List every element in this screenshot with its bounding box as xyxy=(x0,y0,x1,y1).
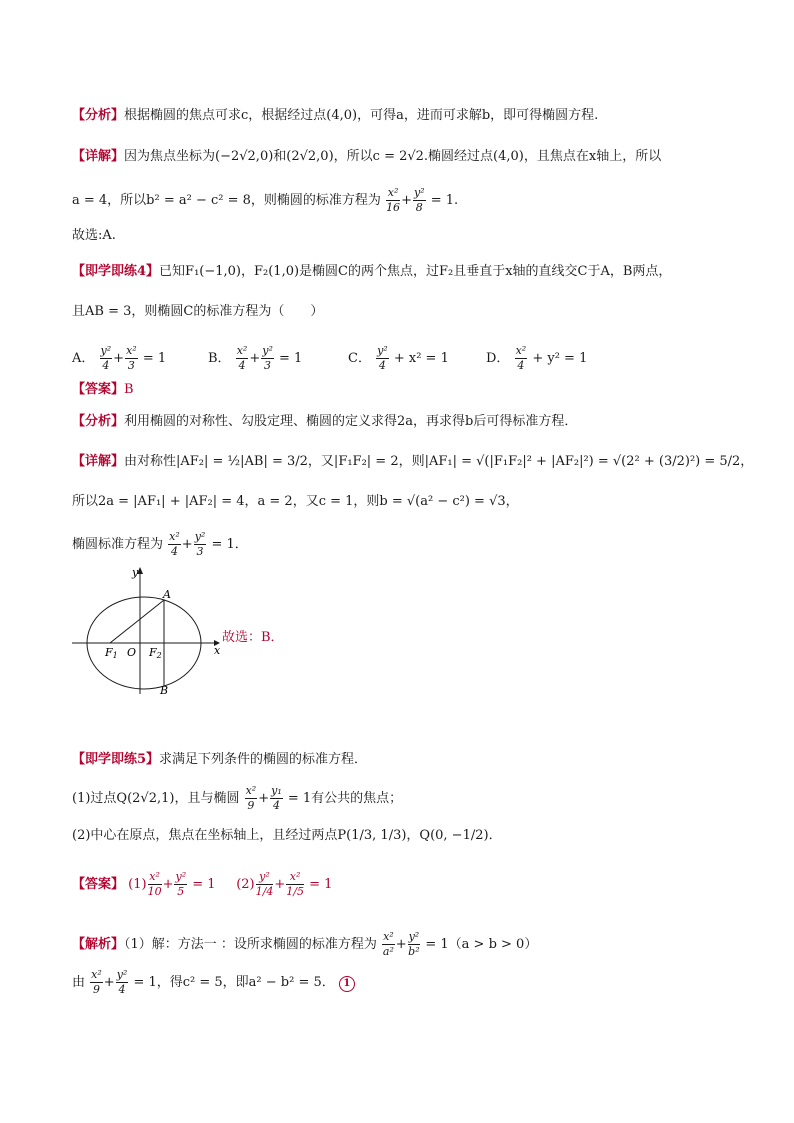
fraction xyxy=(386,186,400,215)
practice-text: 已知F₁(−1,0)，F₂(1,0)是椭圆C的两个焦点，过F₂且垂直于x轴的直线交C于A，B两点， xyxy=(159,264,672,279)
frac-num: x² xyxy=(126,344,137,357)
frac-num: y² xyxy=(116,968,128,981)
ellipse-figure xyxy=(68,564,228,699)
frac-den: 4 xyxy=(272,799,280,812)
detail-text: 椭圆标准方程为 xyxy=(72,537,164,552)
analysis-5-line-2: 由 $\frac{\text{x²}}{9}$ + $\frac{\text{y²}}{4}$ = 1，得c² = 5，即a² − b² = 5． 1 xyxy=(72,968,355,997)
part-tail: = 1 xyxy=(309,877,333,892)
frac-den: 4 xyxy=(118,983,126,996)
fraction xyxy=(376,344,389,373)
frac-den: 3 xyxy=(196,545,204,558)
practice-5-item-1: (1)过点Q(2√2,1)，且与椭圆 $\frac{\text{x²}}{9}$ + $\frac{\text{y₁}}{4}$ = 1有公共的焦点； xyxy=(72,784,403,812)
analysis-text: （1）解：方法一 ：设所求椭圆的标准方程为 xyxy=(124,937,377,952)
practice-5-item-2: (2)中心在原点，焦点在坐标轴上，且经过两点P(1/3, 1/3)，Q(0, −1/2)． xyxy=(72,828,502,843)
fraction xyxy=(236,344,249,373)
option-label: A． xyxy=(72,351,95,366)
frac-den: 1/4 xyxy=(255,885,274,898)
analysis-text: 利用椭圆的对称性、勾股定理、椭圆的定义求得2a，再求得b后可得标准方程． xyxy=(124,414,578,429)
frac-num: x² xyxy=(383,930,394,943)
frac-num: x² xyxy=(515,344,527,357)
option-tail: + x² = 1 xyxy=(393,351,449,366)
fraction xyxy=(100,344,113,373)
frac-num: y² xyxy=(194,530,206,543)
detail-1-line-2: a = 4，所以b² = a² − c² = 8，则椭圆的标准方程为 $\frac{\text{x²}}{16}$ + $\frac{\text{y²}}{8}$ = 1. xyxy=(72,186,459,214)
frac-num: y² xyxy=(100,344,112,357)
point-a-label: A xyxy=(163,588,171,601)
frac-den: a² xyxy=(382,945,394,958)
frac-den: 4 xyxy=(102,359,110,372)
segment-af1 xyxy=(110,600,164,643)
f2-sub: 2 xyxy=(156,651,162,660)
frac-num: y² xyxy=(408,930,420,943)
frac-den: 4 xyxy=(238,359,246,372)
analysis-text: 由 xyxy=(72,975,86,990)
answer-part-2: (2) $\frac{\text{y²}}{1/4}$ + $\frac{\text{x²}}{1/5}$ = 1 xyxy=(236,870,333,898)
frac-den: 10 xyxy=(147,885,162,898)
f2-letter: F xyxy=(149,646,157,659)
answer-tag: 【答案】 xyxy=(72,382,125,397)
item-text: (1)过点Q(2√2,1)，且与椭圆 xyxy=(72,791,240,806)
option-c xyxy=(348,344,449,373)
frac-num: x² xyxy=(169,530,180,543)
detail-text: 因为焦点坐标为(−2√2,0)和(2√2,0)，所以c = 2√2.椭圆经过点(4,0)，且焦点在x轴上，所以 xyxy=(124,149,662,164)
fraction xyxy=(270,784,283,813)
option-tail: = 1 xyxy=(279,351,303,366)
detail-4-line-2: 所以2a = |AF₁| + |AF₂| = 4，a = 2，又c = 1，则b = √(a² − c²) = √3， xyxy=(72,494,519,509)
part-tail: = 1 xyxy=(192,877,216,892)
fraction xyxy=(168,530,181,559)
fraction xyxy=(174,870,187,899)
answer-value: B xyxy=(124,382,134,397)
frac-den: b² xyxy=(408,945,420,958)
f1-label xyxy=(104,646,118,660)
analysis-text: 根据椭圆的焦点可求c，根据经过点(4,0)，可得a，进而可求解b，即可得椭圆方程. xyxy=(124,108,599,123)
fraction xyxy=(116,968,129,997)
frac-den: 3 xyxy=(127,359,135,372)
practice-text: 求满足下列条件的椭圆的标准方程． xyxy=(159,752,368,767)
option-label: B． xyxy=(208,351,231,366)
origin-label: O xyxy=(127,646,137,659)
frac-num: x² xyxy=(387,186,399,199)
option-label: D． xyxy=(486,351,510,366)
equation-tail: = 1． xyxy=(211,537,248,552)
analysis-4 xyxy=(72,412,577,432)
fraction xyxy=(125,344,138,373)
option-tail: + y² = 1 xyxy=(532,351,588,366)
option-a: A． $\frac{\text{y²}}{4}$ + $\frac{\text{x²}}{3}$ = 1 xyxy=(72,344,167,372)
frac-den: 1/5 xyxy=(286,885,304,898)
choice-1: 故选:A. xyxy=(72,228,116,243)
frac-den: 5 xyxy=(177,885,185,898)
fraction xyxy=(194,530,207,559)
figure-choice: 故选：B． xyxy=(222,630,284,645)
detail-tag: 【详解】 xyxy=(72,149,125,164)
frac-den: 9 xyxy=(92,983,100,996)
frac-num: y² xyxy=(262,344,273,357)
detail-1-line-1 xyxy=(72,147,661,167)
part-label: (1) xyxy=(128,877,147,892)
frac-num: y² xyxy=(413,186,425,199)
detail-text: 由对称性|AF₂| = ½|AB| = 3/2，又|F₁F₂| = 2，则|AF₁| = √(|F₁F₂|² + |AF₂|²) = √(2² + (3/2)²) = 5/2， xyxy=(124,454,754,469)
frac-num: y² xyxy=(256,870,274,885)
frac-den: 4 xyxy=(517,359,525,372)
frac-den: 4 xyxy=(378,359,386,372)
detail-4-line-3: 椭圆标准方程为 $\frac{\text{x²}}{4}$ + $\frac{\text{y²}}{3}$ = 1． xyxy=(72,530,248,558)
practice-4-line-1 xyxy=(72,262,671,282)
answer-tag: 【答案】 xyxy=(72,877,125,892)
frac-num: y² xyxy=(175,870,187,883)
fraction xyxy=(286,870,304,899)
option-d xyxy=(486,344,587,373)
point-b-label: B xyxy=(160,684,169,697)
part-label: (2) xyxy=(236,877,255,892)
analysis-tag: 【解析】 xyxy=(72,937,125,952)
fraction xyxy=(148,870,162,899)
practice-tag: 【即学即练4】 xyxy=(72,264,160,279)
frac-num: x² xyxy=(286,870,304,885)
analysis-1 xyxy=(72,106,598,126)
practice-tag: 【即学即练5】 xyxy=(72,752,160,767)
f2-label xyxy=(148,646,162,660)
detail-text-2: a = 4，所以b² = a² − c² = 8，则椭圆的标准方程为 xyxy=(72,193,381,208)
fraction xyxy=(413,186,426,215)
fraction xyxy=(245,784,258,813)
frac-num: x² xyxy=(236,344,248,357)
answer-part-1: (1) $\frac{\text{x²}}{10}$ + $\frac{\text{y²}}{5}$ = 1 xyxy=(128,870,216,898)
circled-marker: 1 xyxy=(339,976,355,992)
option-label: C． xyxy=(348,351,371,366)
analysis-tail: = 1（a > b > 0） xyxy=(425,937,538,952)
y-label: y xyxy=(132,566,139,579)
answer-4 xyxy=(72,380,134,400)
frac-den: 3 xyxy=(264,359,272,372)
practice-4-line-2: 且AB = 3，则椭圆C的标准方程为（ ） xyxy=(72,304,324,319)
option-tail: = 1 xyxy=(142,351,167,366)
fraction xyxy=(261,344,274,373)
fraction xyxy=(256,870,274,899)
equation-tail: = 1. xyxy=(430,193,459,208)
fraction xyxy=(515,344,528,373)
f1-sub: 1 xyxy=(112,651,118,660)
fraction xyxy=(90,968,103,997)
analysis-tag: 【分析】 xyxy=(72,414,125,429)
analysis-tag: 【分析】 xyxy=(72,108,125,123)
analysis-tail: = 1，得c² = 5，即a² − b² = 5． xyxy=(133,975,335,990)
frac-den: 4 xyxy=(170,545,178,558)
frac-num: x² xyxy=(245,784,257,797)
analysis-5-line-1: 【解析】（1）解：方法一 ：设所求椭圆的标准方程为 $\frac{\text{x²}}{\text{a²}}$ + $\frac{\text{y²}}{\text{b²}}$ = 1（a > b > 0） xyxy=(72,930,538,958)
item-tail: = 1有公共的焦点； xyxy=(287,791,403,806)
frac-num: y² xyxy=(377,344,388,357)
frac-num: y₁ xyxy=(271,784,282,797)
f1-letter: F xyxy=(105,646,113,659)
detail-tag: 【详解】 xyxy=(72,454,125,469)
fraction xyxy=(382,930,395,959)
frac-den: 8 xyxy=(415,201,423,214)
frac-num: x² xyxy=(149,870,160,883)
detail-4-line-1 xyxy=(72,452,753,472)
answer-5 xyxy=(72,870,332,899)
frac-num: x² xyxy=(91,968,102,981)
x-label: x xyxy=(214,644,221,657)
fraction xyxy=(408,930,421,959)
frac-den: 16 xyxy=(386,201,401,214)
practice-5-title xyxy=(72,750,367,770)
frac-den: 9 xyxy=(247,799,255,812)
option-b: B． $\frac{\text{x²}}{4}$ + $\frac{\text{y²}}{3}$ = 1 xyxy=(208,344,303,372)
